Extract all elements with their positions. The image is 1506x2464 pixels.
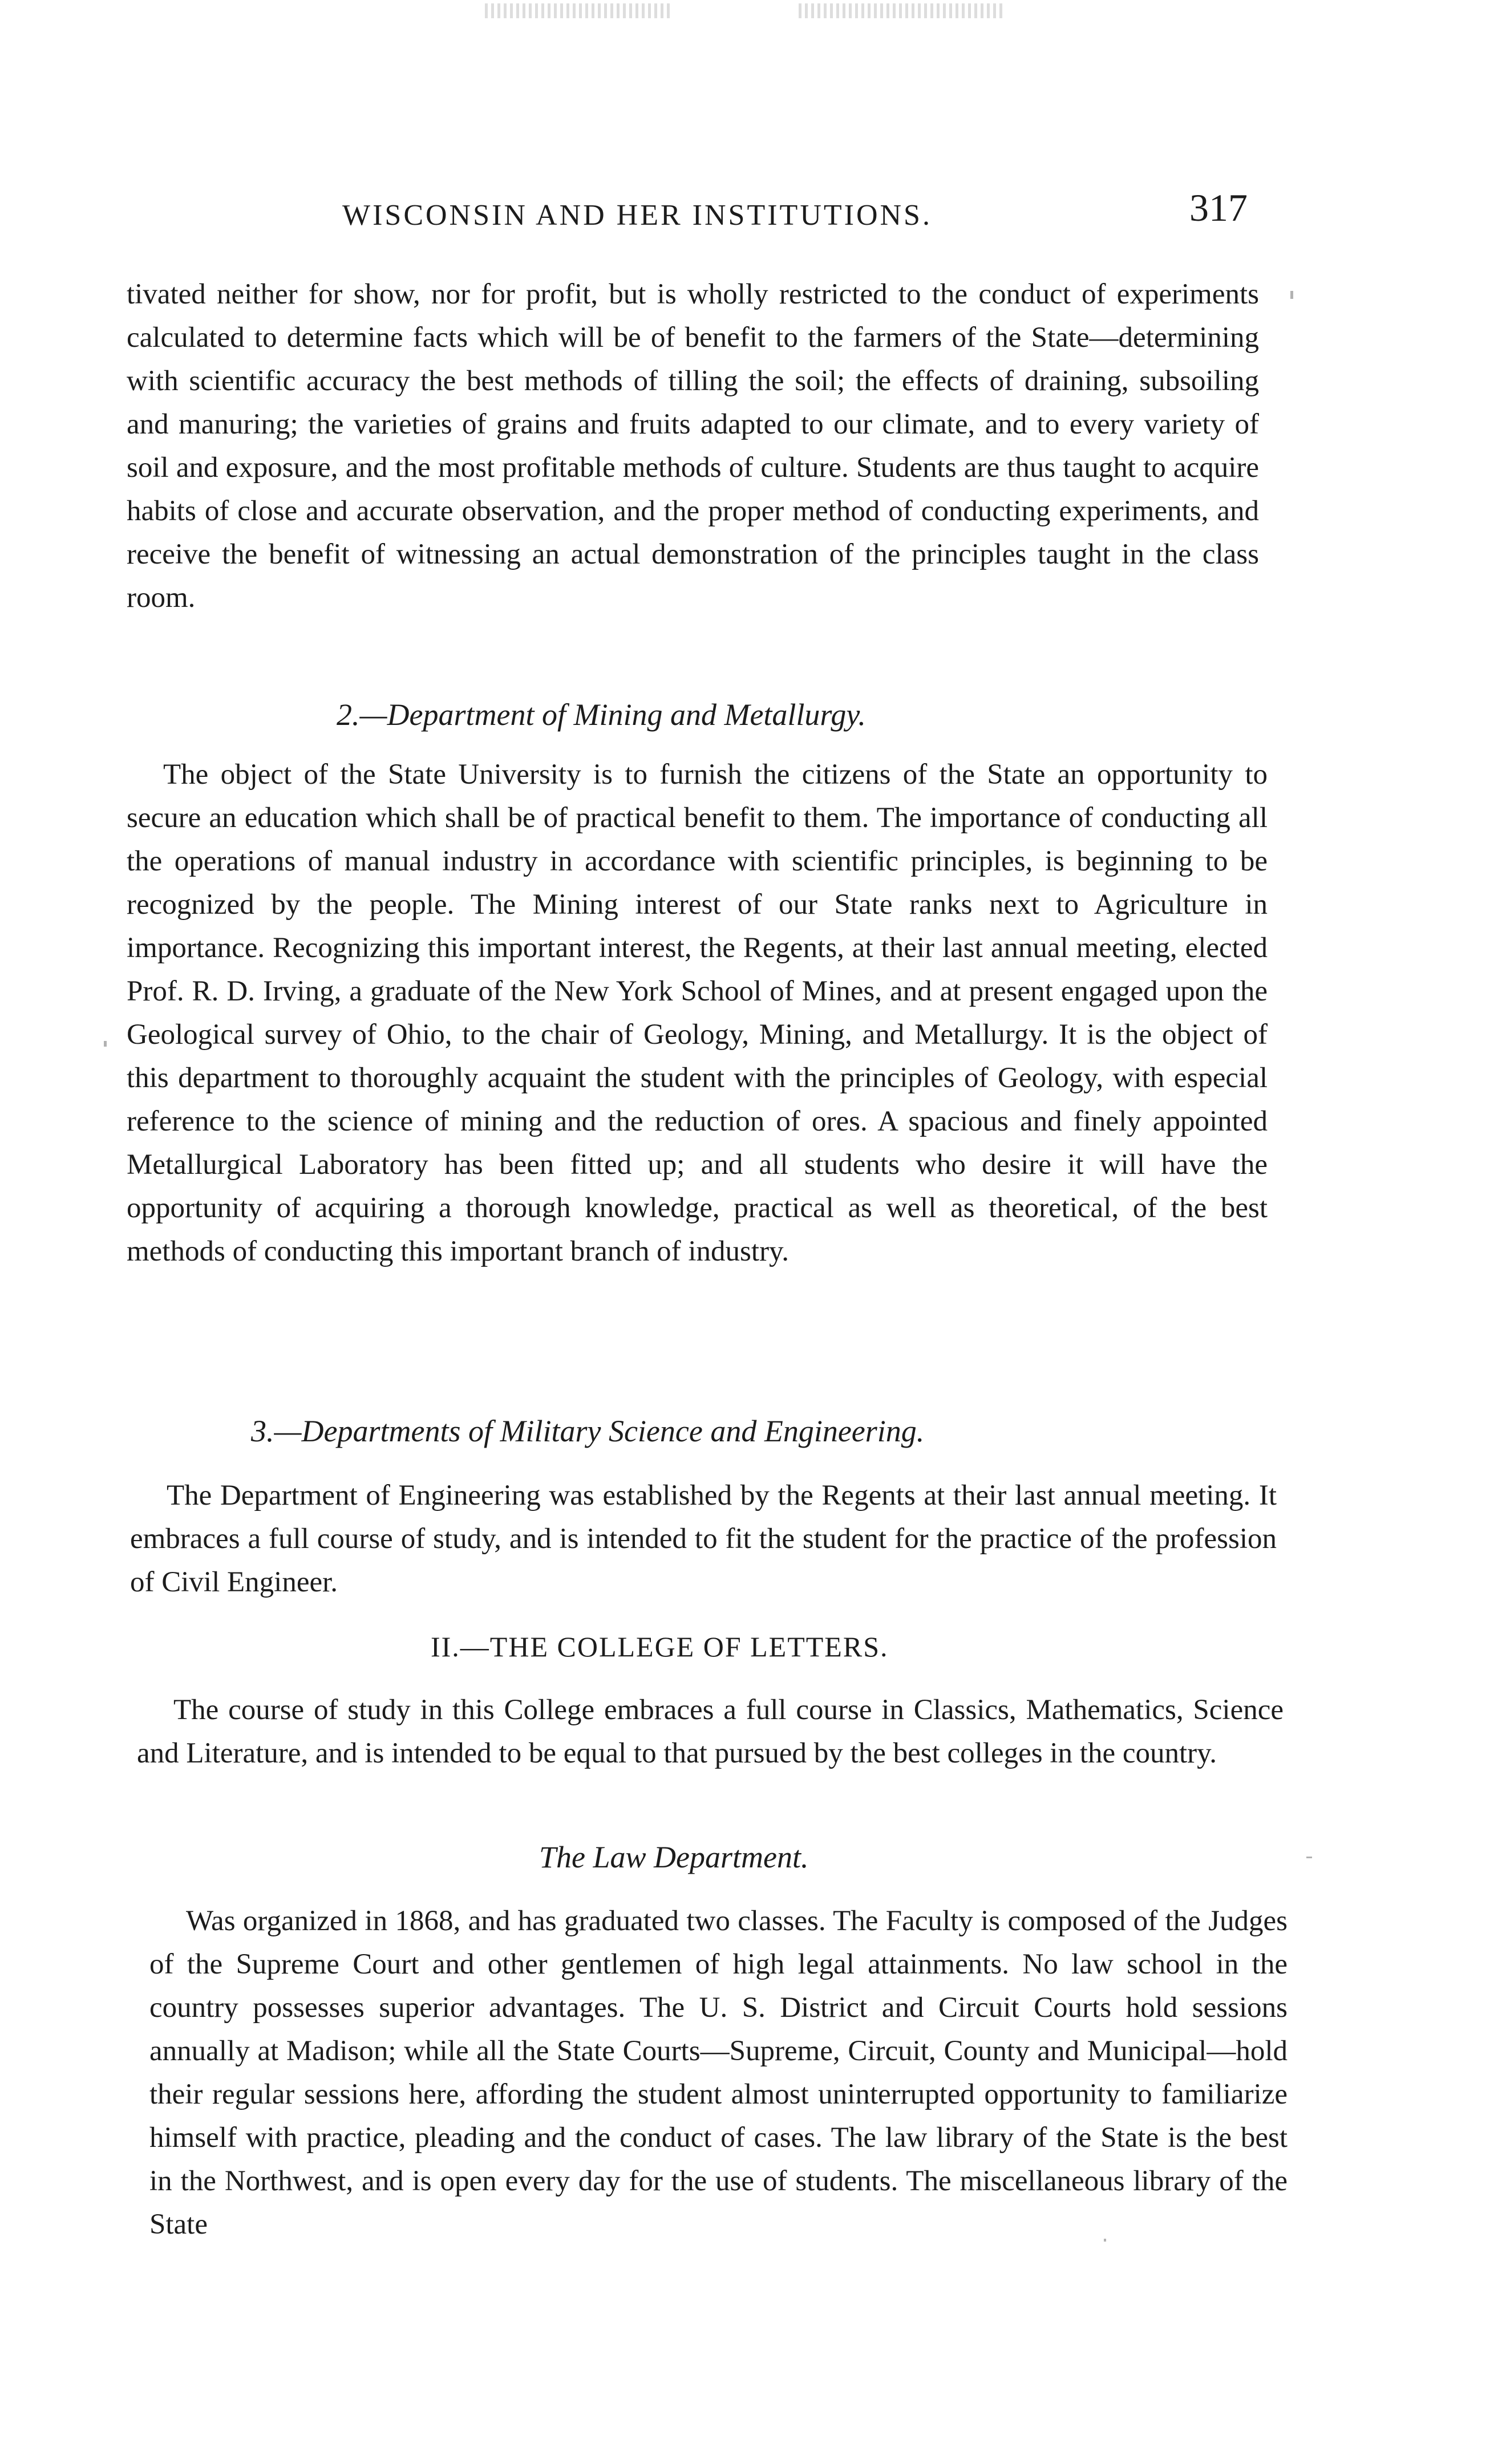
running-head: WISCONSIN AND HER INSTITUTIONS. <box>342 199 932 232</box>
law-paragraph <box>149 1899 1288 2246</box>
bleed-through-mark <box>799 3 1004 18</box>
bleed-through-mark <box>485 3 673 18</box>
paragraph-text: The course of study in this College embraces a full course in Classics, Mathematics, Science and Literature, and is intended to be equal to that pursued by the best colleges in the country. <box>137 1694 1284 1769</box>
paragraph-text: The Department of Engineering was established by the Regents at their last annual meeting. It embraces a full course of study, and is intended to fit the student for the practice of the profession of Civil Engineer. <box>130 1480 1277 1598</box>
paragraph-text: Was organized in 1868, and has graduated two classes. The Faculty is composed of the Judges of the Supreme Court and other gentlemen of high legal attainments. No law school in the country possesses superior advantages. The U. S. District and Circuit Courts hold sessions annually at Madison; while all the State Courts—Supreme, Circuit, County and Municipal—hold their regular sessions here, affording the student almost uninterrupted opportunity to familiarize himself with practice, pleading and the conduct of cases. The law library of the State is the best in the Northwest, and is open every day for the use of students. The miscellaneous library of the State <box>149 1905 1288 2240</box>
paper-speck <box>1104 2239 1106 2242</box>
section-heading-letters: II.—THE COLLEGE OF LETTERS. <box>431 1631 889 1663</box>
section-heading-mining: 2.—Department of Mining and Metallurgy. <box>337 698 866 732</box>
paper-speck <box>1290 291 1293 299</box>
military-paragraph <box>130 1474 1277 1604</box>
paragraph-text: The object of the State University is to furnish the citizens of the State an opportunity to secure an education which shall be of practical benefit to them. The importance of conducting all the operations of manual industry in accordance with scientific principles, is beginning to be recognized by the people. The Mining interest of our State ranks next to Agriculture in importance. Recognizing this important interest, the Regents, at their last annual meeting, elected Prof. R. D. Irving, a graduate of the New York School of Mines, and at present engaged upon the Geological survey of Ohio, to the chair of Geology, Mining, and Metallurgy. It is the object of this department to thoroughly acquaint the student with the principles of Geology, with especial reference to the science of mining and the reduction of ores. A spacious and finely appointed Metallurgical Laboratory has been fitted up; and all students who desire it will have the opportunity of acquiring a thorough knowledge, practical as well as theoretical, of the best methods of conducting this important branch of industry. <box>127 759 1268 1267</box>
letters-paragraph <box>137 1688 1284 1775</box>
section-heading-military: 3.—Departments of Military Science and Engineering. <box>251 1414 925 1448</box>
mining-paragraph <box>127 753 1268 1273</box>
page-number: 317 <box>1189 186 1248 229</box>
paragraph-text: tivated neither for show, nor for profit, but is wholly restricted to the conduct of experiments calculated to determine facts which will be of benefit to the farmers of the State—determining with scientific accuracy the best methods of tilling the soil; the effects of draining, subsoiling and manuring; the varieties of grains and fruits adapted to our climate, and to every variety of soil and exposure, and the most profitable methods of culture. Students are thus taught to acquire habits of close and accurate observation, and the proper method of conducting experiments, and receive the benefit of witnessing an actual demonstration of the principles taught in the class room. <box>127 278 1259 614</box>
paper-speck <box>1306 1857 1312 1858</box>
continuation-paragraph <box>127 273 1259 619</box>
paper-speck <box>104 1041 107 1047</box>
section-heading-law: The Law Department. <box>539 1840 809 1874</box>
